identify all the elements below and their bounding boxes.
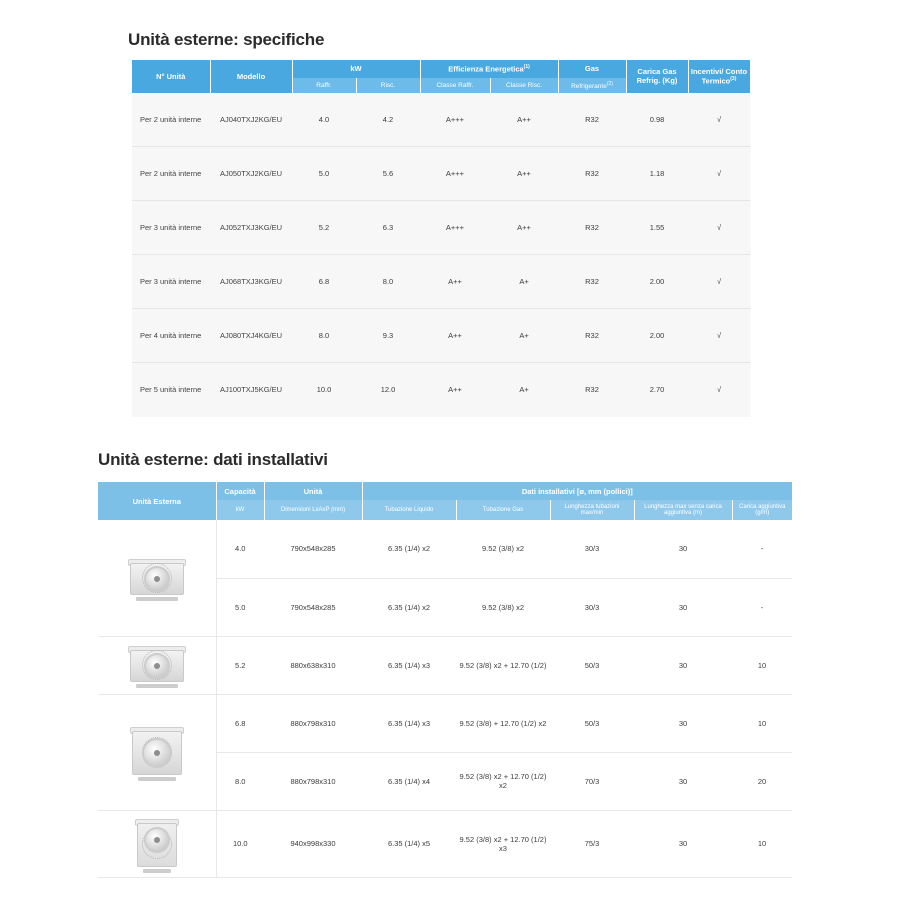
- header-efficienza-label: Efficienza Energetica: [448, 64, 524, 74]
- cell-lunghezza: 30/3: [550, 520, 634, 578]
- section2-title: Unità esterne: dati installativi: [98, 450, 328, 469]
- cell-risc: 5.6: [356, 147, 420, 201]
- unit-fan-icon: [144, 566, 170, 592]
- outdoor-unit-icon: [126, 555, 188, 601]
- cell-modello: AJ100TXJ5KG/EU: [210, 363, 292, 417]
- cell-lunghezza-senza-carica: 30: [634, 520, 732, 578]
- cell-risc: 12.0: [356, 363, 420, 417]
- section1-title: Unità esterne: specifiche: [128, 30, 325, 49]
- table-row: [132, 309, 750, 363]
- table-row: [98, 694, 792, 752]
- cell-tubazione-gas: 9.52 (3/8) x2 + 12.70 (1/2) x3: [456, 810, 550, 877]
- cell-dimensioni: 940x998x330: [264, 810, 362, 877]
- cell-tubazione-liquido: 6.35 (1/4) x5: [362, 810, 456, 877]
- cell-modello: AJ052TXJ3KG/EU: [210, 201, 292, 255]
- cell-lunghezza: 50/3: [550, 636, 634, 694]
- header-n-unita: N° Unità: [132, 60, 210, 93]
- cell-tubazione-liquido: 6.35 (1/4) x3: [362, 636, 456, 694]
- cell-n-unita: Per 5 unità interne: [132, 363, 210, 417]
- subheader-tubazione-gas: Tubazione Gas: [456, 500, 550, 520]
- cell-tubazione-gas: 9.52 (3/8) x2 + 12.70 (1/2): [456, 636, 550, 694]
- cell-lunghezza: 30/3: [550, 578, 634, 636]
- header-dati-installativi: Dati installativi [ø, mm (pollici)]: [362, 482, 792, 500]
- header-efficienza-energetica: [420, 60, 558, 78]
- unit-foot: [136, 684, 178, 688]
- cell-n-unita: Per 3 unità interne: [132, 201, 210, 255]
- cell-carica-aggiuntiva: 20: [732, 752, 792, 810]
- header-modello: Modello: [210, 60, 292, 93]
- unit-fan-icon: [144, 827, 170, 853]
- cell-raffr: 4.0: [292, 93, 356, 147]
- cell-carica: 2.70: [626, 363, 688, 417]
- cell-raffr: 5.2: [292, 201, 356, 255]
- header-unita-esterna: Unità Esterna: [98, 482, 216, 520]
- cell-carica-aggiuntiva: -: [732, 520, 792, 578]
- cell-dimensioni: 880x638x310: [264, 636, 362, 694]
- section-dati-installativi: [0, 440, 900, 878]
- cell-incentivi: √: [688, 309, 750, 363]
- table-row: [132, 363, 750, 417]
- cell-incentivi: √: [688, 363, 750, 417]
- cell-carica: 2.00: [626, 255, 688, 309]
- cell-capacita: 10.0: [216, 810, 264, 877]
- specifiche-table: [132, 60, 751, 417]
- header-unita: Unità: [264, 482, 362, 500]
- outdoor-unit-image-large: [98, 694, 216, 810]
- cell-risc: 4.2: [356, 93, 420, 147]
- cell-carica-aggiuntiva: 10: [732, 694, 792, 752]
- outdoor-unit-image-small: [98, 520, 216, 636]
- cell-lunghezza-senza-carica: 30: [634, 636, 732, 694]
- unit-foot: [138, 777, 176, 781]
- cell-incentivi: √: [688, 201, 750, 255]
- cell-tubazione-gas: 9.52 (3/8) x2 + 12.70 (1/2) x2: [456, 752, 550, 810]
- cell-lunghezza: 70/3: [550, 752, 634, 810]
- outdoor-unit-image-tall: [98, 810, 216, 877]
- cell-classe-risc: A++: [490, 93, 558, 147]
- cell-capacita: 5.2: [216, 636, 264, 694]
- subheader-dimensioni: Dimensioni LxAxP (mm): [264, 500, 362, 520]
- cell-carica: 1.55: [626, 201, 688, 255]
- subheader-lunghezza-senza-carica: Lunghezza max senza carica aggiuntiva (m): [634, 500, 732, 520]
- cell-lunghezza: 50/3: [550, 694, 634, 752]
- cell-lunghezza-senza-carica: 30: [634, 810, 732, 877]
- cell-raffr: 8.0: [292, 309, 356, 363]
- cell-capacita: 5.0: [216, 578, 264, 636]
- cell-carica-aggiuntiva: -: [732, 578, 792, 636]
- cell-tubazione-gas: 9.52 (3/8) + 12.70 (1/2) x2: [456, 694, 550, 752]
- table-header-row: [98, 482, 792, 500]
- header-incentivi-sup: (3): [730, 76, 737, 83]
- header-incentivi: [688, 60, 750, 93]
- unit-foot: [136, 597, 178, 601]
- cell-capacita: 6.8: [216, 694, 264, 752]
- specifiche-table-body: [132, 93, 750, 417]
- cell-gas: R32: [558, 255, 626, 309]
- cell-modello: AJ080TXJ4KG/EU: [210, 309, 292, 363]
- unit-fan-icon: [142, 738, 172, 768]
- table-header-row: [132, 60, 750, 78]
- cell-n-unita: Per 2 unità interne: [132, 147, 210, 201]
- cell-classe-raffr: A+++: [420, 147, 490, 201]
- cell-carica-aggiuntiva: 10: [732, 636, 792, 694]
- cell-classe-raffr: A+++: [420, 93, 490, 147]
- cell-modello: AJ068TXJ3KG/EU: [210, 255, 292, 309]
- unit-fan-icon: [144, 653, 170, 679]
- subheader-raffr: Raffr.: [292, 78, 356, 93]
- cell-tubazione-gas: 9.52 (3/8) x2: [456, 520, 550, 578]
- subheader-classe-raffr: Classe Raffr.: [420, 78, 490, 93]
- dati-installativi-table-body: [98, 520, 792, 877]
- table-row: [98, 636, 792, 694]
- outdoor-unit-icon: [133, 815, 181, 873]
- cell-raffr: 6.8: [292, 255, 356, 309]
- cell-gas: R32: [558, 363, 626, 417]
- cell-gas: R32: [558, 147, 626, 201]
- cell-carica: 0.98: [626, 93, 688, 147]
- outdoor-unit-icon: [126, 642, 188, 688]
- cell-raffr: 5.0: [292, 147, 356, 201]
- cell-risc: 9.3: [356, 309, 420, 363]
- cell-classe-raffr: A++: [420, 309, 490, 363]
- subheader-gas-label: Refrigerante: [571, 82, 607, 90]
- cell-incentivi: √: [688, 147, 750, 201]
- cell-n-unita: Per 3 unità interne: [132, 255, 210, 309]
- cell-lunghezza: 75/3: [550, 810, 634, 877]
- cell-dimensioni: 790x548x285: [264, 520, 362, 578]
- table-row: [98, 520, 792, 578]
- cell-classe-raffr: A++: [420, 363, 490, 417]
- header-capacita: Capacità: [216, 482, 264, 500]
- cell-carica-aggiuntiva: 10: [732, 810, 792, 877]
- table-row: [98, 810, 792, 877]
- header-kw: kW: [292, 60, 420, 78]
- cell-capacita: 4.0: [216, 520, 264, 578]
- cell-tubazione-liquido: 6.35 (1/4) x4: [362, 752, 456, 810]
- table-row: [132, 147, 750, 201]
- outdoor-unit-image-medium: [98, 636, 216, 694]
- cell-tubazione-gas: 9.52 (3/8) x2: [456, 578, 550, 636]
- cell-risc: 8.0: [356, 255, 420, 309]
- cell-modello: AJ050TXJ2KG/EU: [210, 147, 292, 201]
- cell-incentivi: √: [688, 255, 750, 309]
- table-row: [132, 255, 750, 309]
- cell-lunghezza-senza-carica: 30: [634, 578, 732, 636]
- cell-carica: 1.18: [626, 147, 688, 201]
- cell-raffr: 10.0: [292, 363, 356, 417]
- cell-incentivi: √: [688, 93, 750, 147]
- header-incentivi-label: Incentivi/ Conto Termico: [690, 67, 748, 86]
- subheader-risc: Risc.: [356, 78, 420, 93]
- cell-n-unita: Per 2 unità interne: [132, 93, 210, 147]
- subheader-gas-refrigerante: [558, 78, 626, 93]
- cell-classe-risc: A++: [490, 147, 558, 201]
- outdoor-unit-icon: [128, 723, 186, 781]
- table-row: [132, 201, 750, 255]
- cell-capacita: 8.0: [216, 752, 264, 810]
- subheader-carica-aggiuntiva: Carica aggiuntiva (g/m): [732, 500, 792, 520]
- dati-installativi-table: [98, 482, 792, 878]
- cell-dimensioni: 880x798x310: [264, 694, 362, 752]
- cell-classe-risc: A+: [490, 309, 558, 363]
- cell-gas: R32: [558, 309, 626, 363]
- cell-lunghezza-senza-carica: 30: [634, 752, 732, 810]
- cell-gas: R32: [558, 201, 626, 255]
- cell-risc: 6.3: [356, 201, 420, 255]
- subheader-tubazione-liquido: Tubazione Liquido: [362, 500, 456, 520]
- subheader-classe-risc: Classe Risc.: [490, 78, 558, 93]
- cell-n-unita: Per 4 unità interne: [132, 309, 210, 363]
- cell-classe-raffr: A++: [420, 255, 490, 309]
- section-specifiche: [0, 0, 900, 417]
- header-efficienza-sup: (1): [523, 64, 530, 70]
- header-carica-gas: Carica Gas Refrig. (Kg): [626, 60, 688, 93]
- table-row: [132, 93, 750, 147]
- cell-gas: R32: [558, 93, 626, 147]
- unit-foot: [143, 869, 171, 873]
- header-gas: Gas: [558, 60, 626, 78]
- cell-dimensioni: 880x798x310: [264, 752, 362, 810]
- cell-modello: AJ040TXJ2KG/EU: [210, 93, 292, 147]
- subheader-lunghezza-max-min: Lunghezza tubazioni max/min: [550, 500, 634, 520]
- subheader-gas-sup: (2): [606, 80, 613, 87]
- cell-classe-risc: A++: [490, 201, 558, 255]
- cell-carica: 2.00: [626, 309, 688, 363]
- cell-classe-risc: A+: [490, 363, 558, 417]
- cell-lunghezza-senza-carica: 30: [634, 694, 732, 752]
- cell-tubazione-liquido: 6.35 (1/4) x2: [362, 520, 456, 578]
- cell-tubazione-liquido: 6.35 (1/4) x3: [362, 694, 456, 752]
- subheader-capacita-kw: kW: [216, 500, 264, 520]
- cell-classe-raffr: A+++: [420, 201, 490, 255]
- cell-tubazione-liquido: 6.35 (1/4) x2: [362, 578, 456, 636]
- cell-dimensioni: 790x548x285: [264, 578, 362, 636]
- cell-classe-risc: A+: [490, 255, 558, 309]
